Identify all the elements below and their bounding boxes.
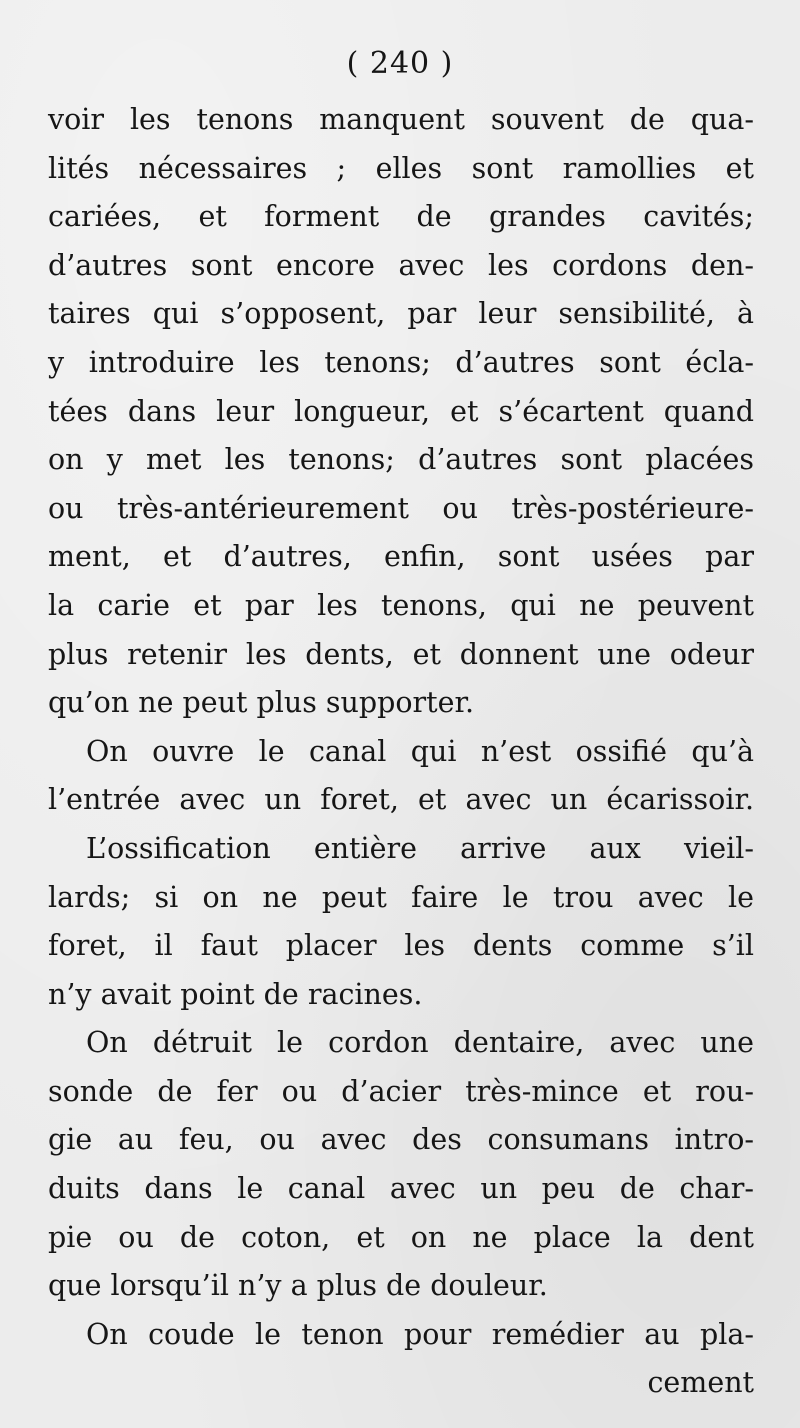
text-line: on y met les tenons; d’autres sont placées bbox=[48, 443, 754, 477]
text-line: d’autres sont encore avec les cordons den- bbox=[48, 248, 754, 282]
paragraph-first-line: On détruit le cordon dentaire, avec une bbox=[86, 1026, 754, 1060]
paragraph-end-line: l’entrée avec un foret, et avec un écarissoir. bbox=[48, 783, 754, 817]
text-line: duits dans le canal avec un peu de char- bbox=[48, 1172, 754, 1206]
body-text bbox=[48, 96, 754, 1408]
text-line: taires qui s’opposent, par leur sensibilité, à bbox=[48, 297, 754, 331]
paragraph-first-line: On ouvre le canal qui n’est ossifié qu’à bbox=[86, 734, 754, 768]
text-line: cariées, et forment de grandes cavités; bbox=[48, 200, 754, 234]
text-line: plus retenir les dents, et donnent une odeur bbox=[48, 637, 754, 671]
text-line: foret, il faut placer les dents comme s’il bbox=[48, 929, 754, 963]
text-line: la carie et par les tenons, qui ne peuvent bbox=[48, 588, 754, 622]
text-line: lités nécessaires ; elles sont ramollies et bbox=[48, 151, 754, 185]
text-line: ou très-antérieurement ou très-postérieure- bbox=[48, 491, 754, 525]
text-line: y introduire les tenons; d’autres sont écla- bbox=[48, 345, 754, 379]
text-line: sonde de fer ou d’acier très-mince et rou- bbox=[48, 1074, 754, 1108]
paragraph-end-line: n’y avait point de racines. bbox=[48, 977, 423, 1011]
text-line: ment, et d’autres, enfin, sont usées par bbox=[48, 540, 754, 574]
paragraph-end-line: que lorsqu’il n’y a plus de douleur. bbox=[48, 1269, 548, 1303]
paragraph-first-line: L’ossification entière arrive aux vieil- bbox=[86, 831, 754, 865]
text-line: tées dans leur longueur, et s’écartent quand bbox=[48, 394, 754, 428]
text-line: gie au feu, ou avec des consumans intro- bbox=[48, 1123, 754, 1157]
text-line: lards; si on ne peut faire le trou avec le bbox=[48, 880, 754, 914]
text-line: pie ou de coton, et on ne place la dent bbox=[48, 1220, 754, 1254]
paragraph-end-line: qu’on ne peut plus supporter. bbox=[48, 686, 475, 720]
catchword-line: cement bbox=[647, 1366, 754, 1400]
page-number: ( 240 ) bbox=[346, 46, 454, 81]
text-line: voir les tenons manquent souvent de qua- bbox=[48, 103, 754, 136]
paragraph-first-line: On coude le tenon pour remédier au pla- bbox=[86, 1317, 754, 1351]
